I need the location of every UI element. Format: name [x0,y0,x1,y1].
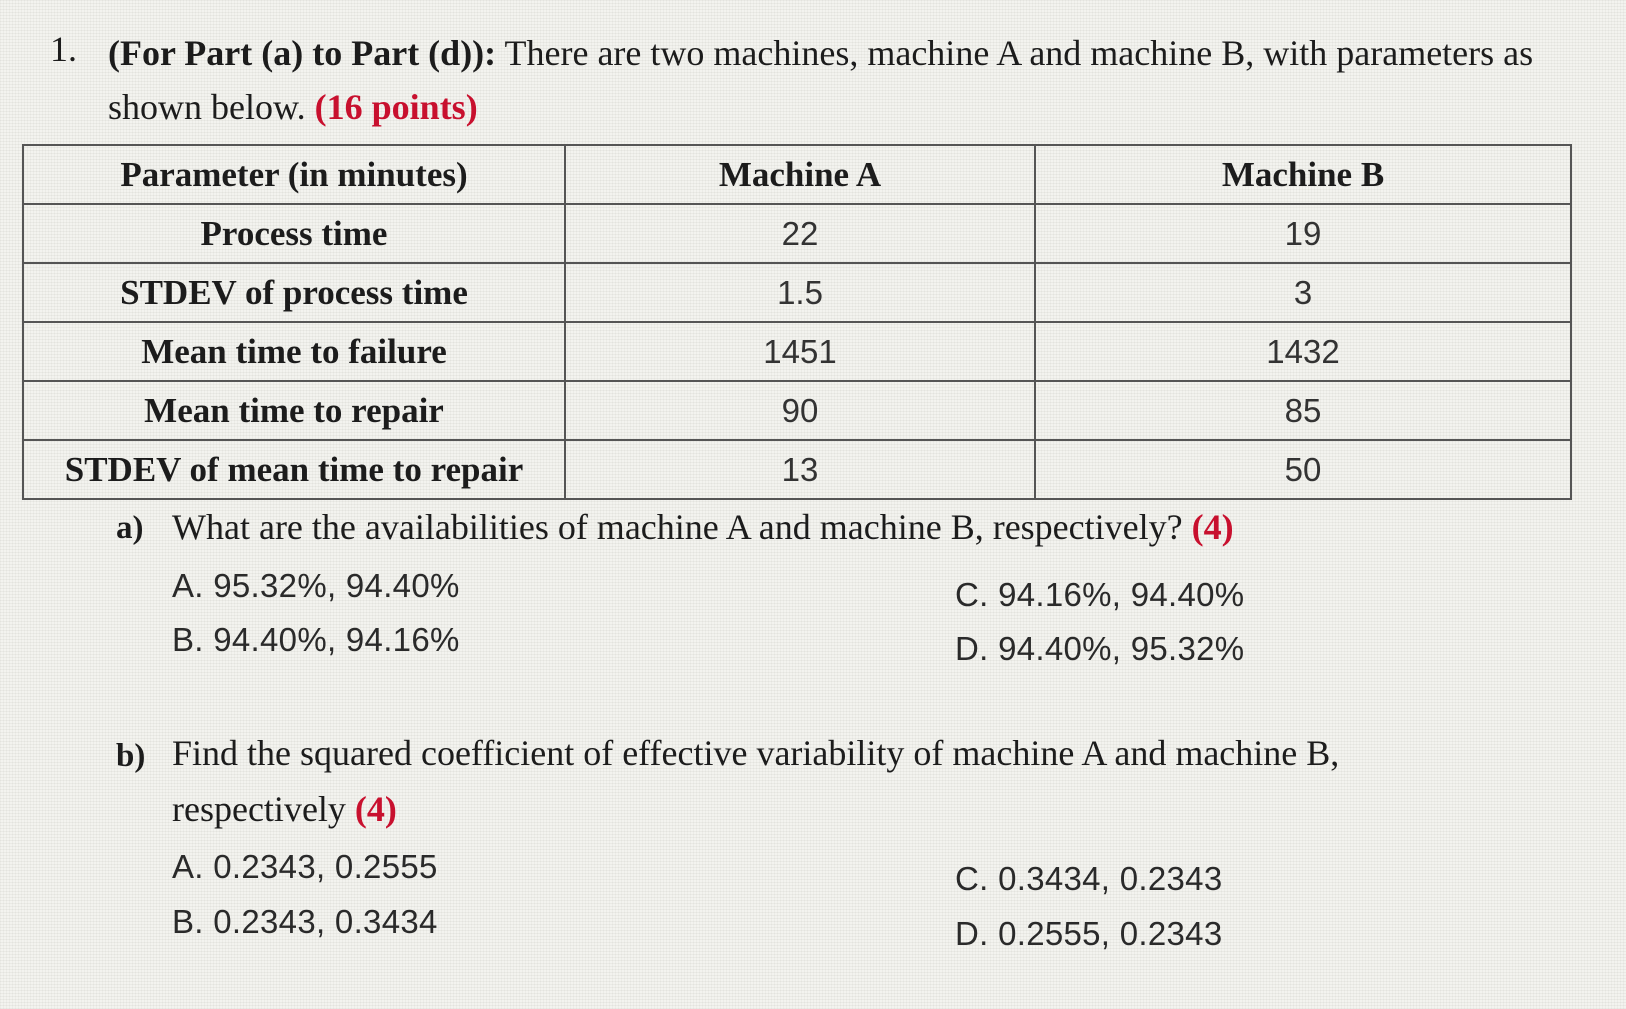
part-b-option-a: A. 0.2343, 0.2555 [172,848,438,885]
row-label: Mean time to failure [23,322,565,381]
machine-a-value: 90 [565,381,1035,440]
part-a-option-d: D. 94.40%, 95.32% [955,630,1245,667]
question-intro-text: There are two machines, machine A and machine B, with parameters as shown below. [108,33,1534,127]
row-label: Process time [23,204,565,263]
machine-a-value: 1451 [565,322,1035,381]
machine-b-value: 1432 [1035,322,1571,381]
machine-a-value: 1.5 [565,263,1035,322]
table-row [23,263,1571,322]
part-a-letter: a) [116,510,144,546]
question-points: (16 points) [314,87,478,127]
row-label: Mean time to repair [23,381,565,440]
header-machine-b: Machine B [1035,145,1571,204]
header-machine-a: Machine A [565,145,1035,204]
part-b-points: (4) [354,789,397,829]
table-row [23,440,1571,499]
machine-a-value: 22 [565,204,1035,263]
machine-b-value: 3 [1035,263,1571,322]
row-label: STDEV of mean time to repair [23,440,565,499]
question-intro-bold: (For Part (a) to Part (d)): [108,33,497,73]
part-b-question-text: respectively [172,789,346,829]
part-a-option-a: A. 95.32%, 94.40% [172,567,460,604]
part-a-question-text: What are the availabilities of machine A and machine B, respectively? [172,507,1183,547]
part-a-points: (4) [1191,507,1234,547]
table-row [23,381,1571,440]
part-b-option-b: B. 0.2343, 0.3434 [172,903,438,940]
machine-b-value: 85 [1035,381,1571,440]
table-header-row [23,145,1571,204]
part-b-question-line1: Find the squared coefficient of effective variability of machine A and machine B, [172,733,1340,773]
part-b-option-d: D. 0.2555, 0.2343 [955,915,1223,952]
machine-b-value: 19 [1035,204,1571,263]
part-a-option-c: C. 94.16%, 94.40% [955,576,1245,613]
row-label: STDEV of process time [23,263,565,322]
machine-a-value: 13 [565,440,1035,499]
header-parameter: Parameter (in minutes) [23,145,565,204]
machine-b-value: 50 [1035,440,1571,499]
part-b-letter: b) [116,738,146,774]
parameters-table [22,144,1572,500]
part-a-option-b: B. 94.40%, 94.16% [172,621,460,658]
question-number: 1. [50,29,77,69]
table-row [23,322,1571,381]
part-a-question [172,506,1234,548]
part-b-option-c: C. 0.3434, 0.2343 [955,860,1223,897]
table-row [23,204,1571,263]
part-b-question-line2 [172,788,397,830]
question-intro [108,26,1568,134]
